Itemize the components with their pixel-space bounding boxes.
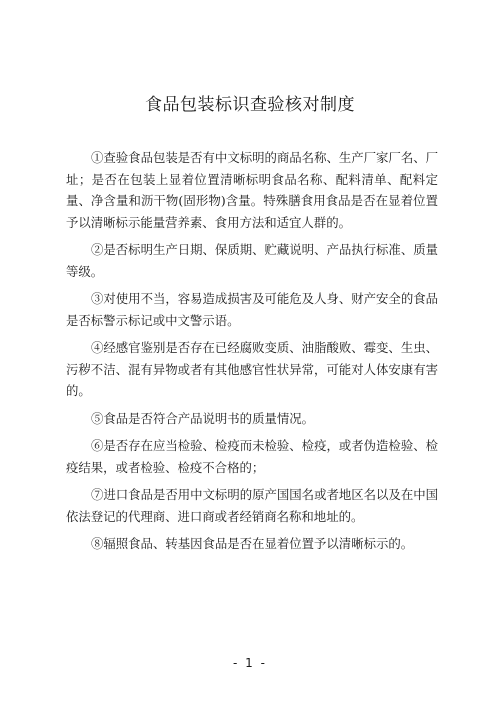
paragraph-7: ⑦进口食品是否用中文标明的原产国国名或者地区名以及在中国依法登记的代理商、进口商或者经销商名称和地址的。 [66, 487, 438, 524]
paragraph-5: ⑤食品是否符合产品说明书的质量情况。 [91, 410, 315, 426]
page-number: - 1 - [233, 656, 267, 670]
paragraph-3: ③对使用不当，容易造成损害及可能危及人身、财产安全的食品是否标警示标记或中文警示语。 [66, 291, 438, 328]
paragraph-1: ①查验食品包装是否有中文标明的商品名称、生产厂家厂名、厂址；是否在包装上显着位置清晰标明食品名称、配料清单、配料定量、净含量和沥干物(固形物)含量。特殊膳食用食品是否在显着位置予以清晰标示能量营养素、食用方法和适宜人群的。 [66, 150, 438, 230]
document-body [66, 147, 438, 561]
paragraph-6: ⑥是否存在应当检验、检疫而未检验、检疫，或者伪造检验、检疫结果，或者检验、检疫不合格的； [66, 438, 438, 475]
document-title: 食品包装标识查验核对制度 [145, 95, 355, 115]
paragraph-8: ⑧辐照食品、转基因食品是否在显着位置予以清晰标示的。 [91, 536, 414, 551]
paragraph-2: ②是否标明生产日期、保质期、贮藏说明、产品执行标准、质量等级。 [66, 242, 438, 279]
paragraph-4: ④经感官鉴别是否存在已经腐败变质、油脂酸败、霉变、生虫、污秽不洁、混有异物或者有其他感官性状异常，可能对人体安康有害的。 [66, 340, 438, 398]
